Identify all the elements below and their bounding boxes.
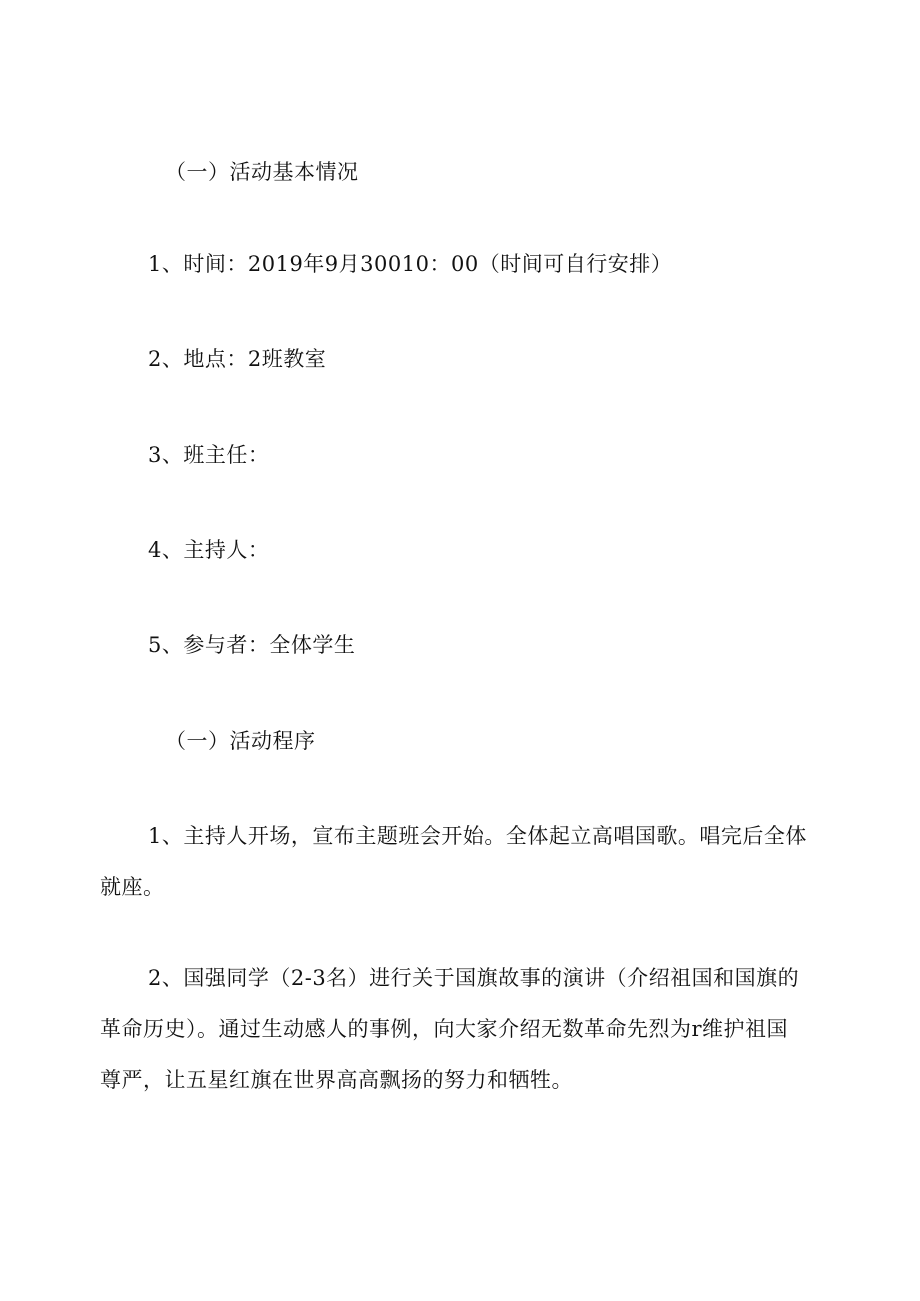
info-item-host: 4、主持人： <box>148 538 270 562</box>
section-heading-basic-info: （一）活动基本情况 <box>165 160 359 184</box>
info-item-head-teacher: 3、班主任： <box>148 443 270 467</box>
procedure-1-line-2: 就座。 <box>100 875 165 899</box>
info-item-participants: 5、参与者：全体学生 <box>148 633 356 657</box>
info-item-time: 1、时间：2019年9月30010：00（时间可自行安排） <box>148 252 673 276</box>
procedure-1-line-1: 1、主持人开场，宣布主题班会开始。全体起立高唱国歌。唱完后全体 <box>148 824 807 848</box>
procedure-2-line-3: 尊严，让五星红旗在世界高高飘扬的努力和牺牲。 <box>100 1068 573 1092</box>
procedure-2-line-2: 革命历史）。通过生动感人的事例，向大家介绍无数革命先烈为r维护祖国 <box>100 1017 789 1041</box>
section-heading-procedure: （一）活动程序 <box>165 729 316 753</box>
info-item-place: 2、地点：2班教室 <box>148 347 327 371</box>
procedure-2-line-1: 2、国强同学（2-3名）进行关于国旗故事的演讲（介绍祖国和国旗的 <box>148 966 800 990</box>
